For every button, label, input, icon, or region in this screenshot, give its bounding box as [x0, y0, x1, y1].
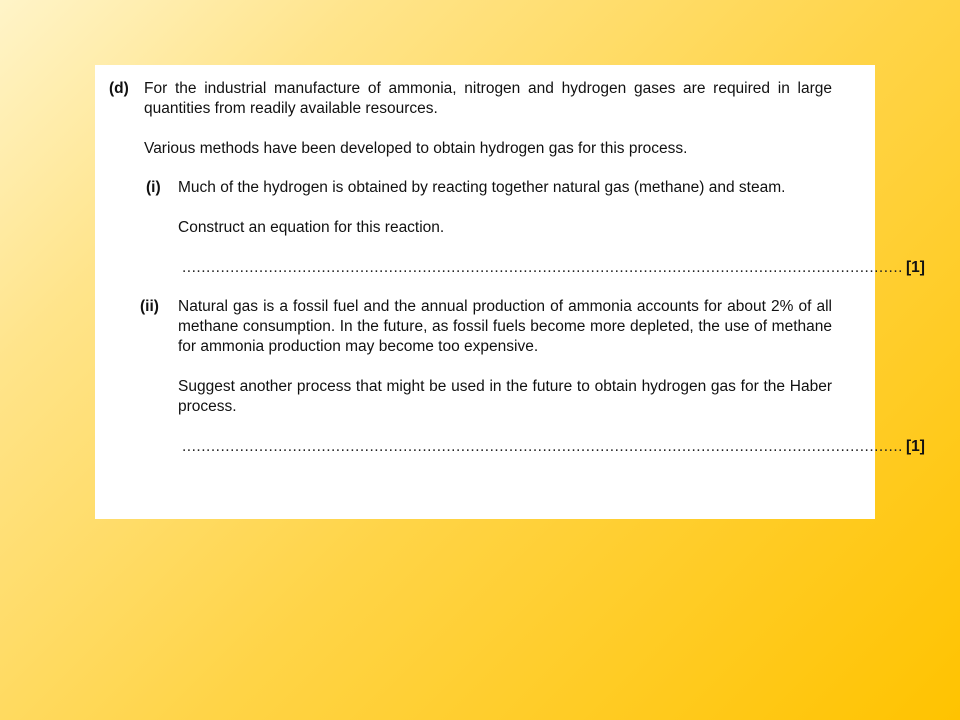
answer-line-i[interactable]	[182, 258, 925, 278]
answer-dots-i: ......................................................................................................................................................	[182, 259, 903, 276]
sub-ii-statement: Natural gas is a fossil fuel and the annual production of ammonia accounts for about 2% of all methane consumption. In the future, as fossil fuels become more depleted, the use of methane for ammonia production may become too expensive.	[178, 298, 832, 355]
sub-ii-label: (ii)	[140, 298, 159, 315]
question-card	[95, 65, 925, 519]
sub-i-label: (i)	[146, 179, 161, 196]
methods-text: Various methods have been developed to obtain hydrogen gas for this process.	[144, 140, 688, 157]
marks-i: [1]	[905, 259, 925, 276]
sub-i-prompt: Construct an equation for this reaction.	[178, 219, 445, 236]
part-d-label: (d)	[109, 80, 129, 97]
sub-ii-prompt: Suggest another process that might be used in the future to obtain hydrogen gas for the Haber process.	[178, 378, 832, 415]
marks-ii: [1]	[905, 438, 925, 455]
sub-i-statement: Much of the hydrogen is obtained by reacting together natural gas (methane) and steam.	[178, 179, 786, 196]
intro-text: For the industrial manufacture of ammonia, nitrogen and hydrogen gases are required in large quantities from readily available resources.	[144, 80, 832, 117]
answer-dots-ii: ......................................................................................................................................................	[182, 438, 903, 455]
answer-line-ii[interactable]	[182, 437, 925, 457]
